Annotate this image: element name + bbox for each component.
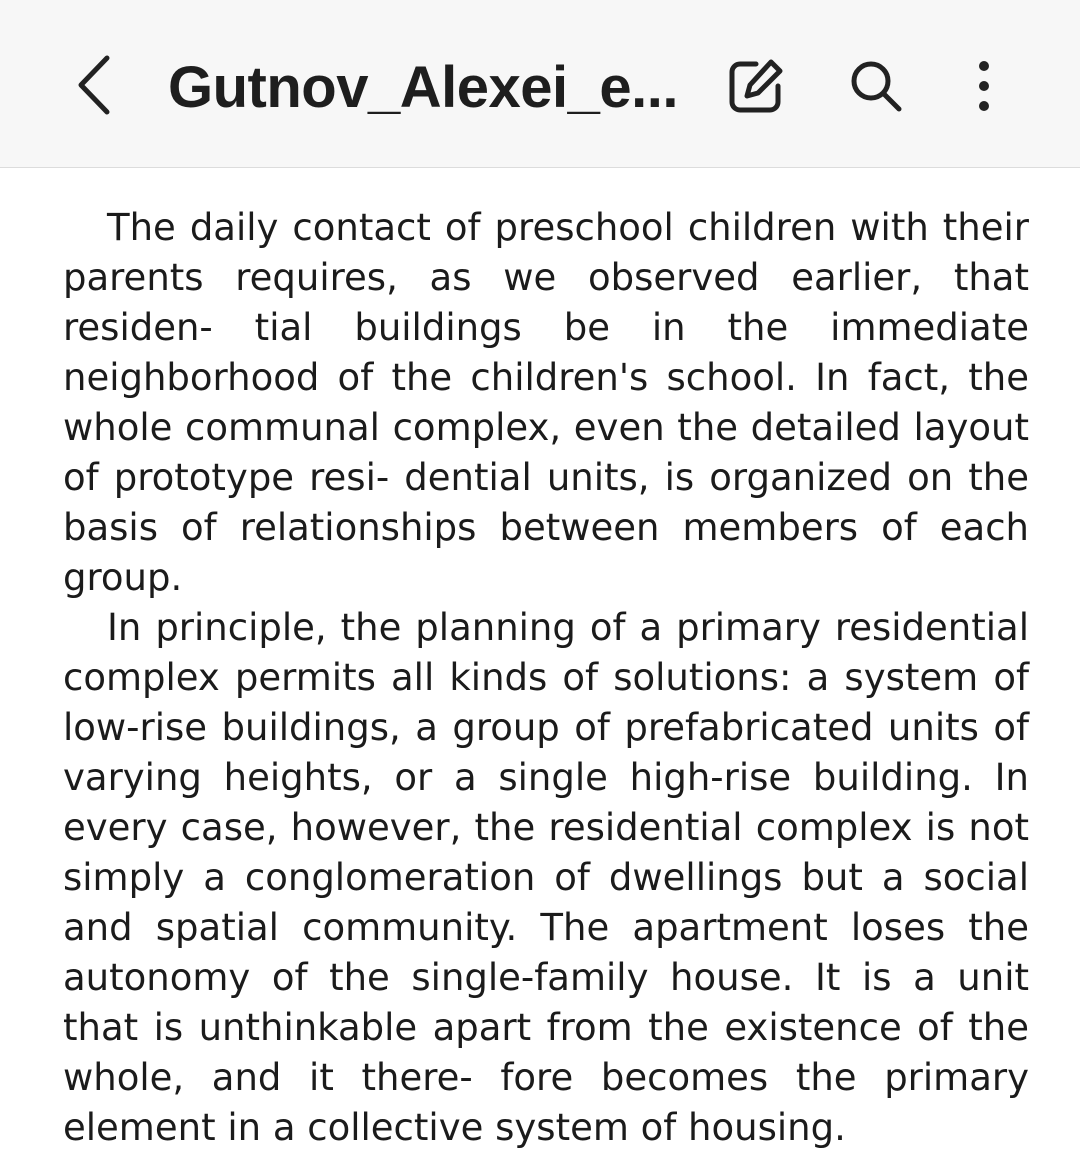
search-icon bbox=[847, 57, 905, 115]
paragraph-2: In principle, the planning of a primary residential complex permits all kinds of solutions: a system of low-rise buildings, a group of prefabricated units of varying heights, or a single high-rise building. In every case, however, the residential complex is not simply a conglomeration of dwellings but a social and spatial community. The apartment loses the autonomy of the single-family house. It is a unit that is unthinkable apart from the existence of the whole, and it there- fore becomes the primary element in a collective system of housing. bbox=[63, 606, 1029, 1149]
chevron-left-icon bbox=[73, 54, 113, 116]
search-button[interactable] bbox=[840, 50, 912, 122]
document-page[interactable] bbox=[0, 169, 1080, 1149]
app-toolbar bbox=[0, 0, 1080, 168]
edit-note-icon bbox=[726, 56, 786, 116]
more-options-button[interactable] bbox=[955, 50, 1013, 122]
paragraph-1: The daily contact of preschool children with their parents requires, as we observed earlier, that residen- tial buildings be in the immediate neighborhood of the children's school. In fact, the whole communal complex, even the detailed layout of prototype resi- dential units, is organized on the basis of relationships between members of each group. bbox=[63, 206, 1029, 599]
back-button[interactable] bbox=[60, 50, 126, 120]
document-title: Gutnov_Alexei_e... bbox=[168, 55, 678, 120]
edit-button[interactable] bbox=[720, 50, 792, 122]
document-text bbox=[63, 203, 1029, 1153]
more-vertical-icon bbox=[976, 60, 992, 112]
